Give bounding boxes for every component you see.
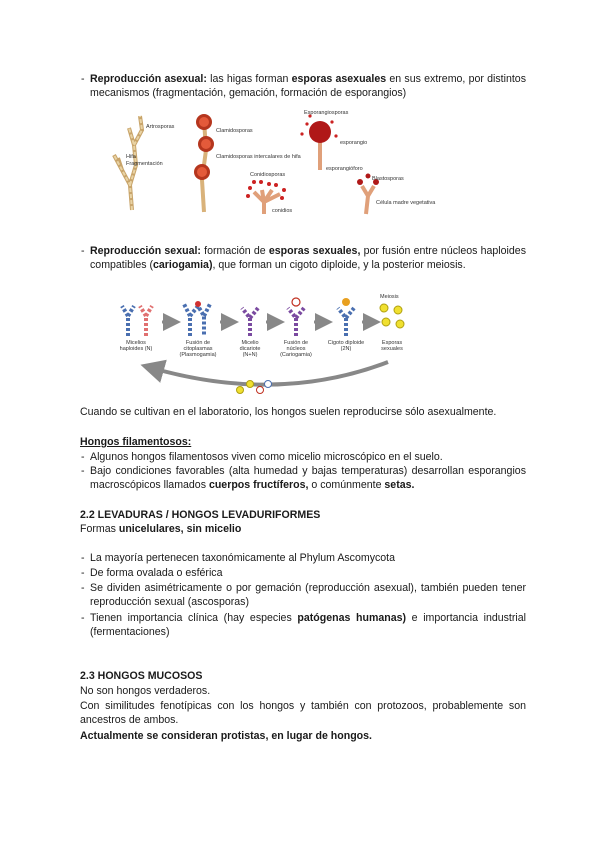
artrosporas-illustration [114,116,175,210]
filamentosos-item-2 [81,464,526,492]
label-clamidosporas: Clamidosporas [216,128,253,134]
stage6-line2: sexuales [381,346,403,352]
stage2-line2: citoplasmas [183,346,213,352]
stage1-line2: haploides (N) [119,346,153,352]
bullet-dash: - [81,582,85,594]
bullet-dash: - [81,612,85,624]
list-item-repro-sexual [81,244,526,272]
label-conidios: conidios [272,208,293,214]
filamentosos-item-1 [81,450,526,464]
stage4-line2: núcleos [286,346,306,352]
levaduras-item-2 [81,566,526,580]
text: Algunos hongos filamentosos viven como micelio microscópico en el suelo. [90,451,443,463]
repro-sexual-label: Reproducción sexual: [90,245,201,257]
stage3-line3: (N+N) [242,352,258,358]
label-artrosporas: Artrosporas [146,124,175,130]
stage4-line1: Fusión de [283,340,309,346]
stage1-line1: Micelios [126,340,146,346]
stage3-line2: dicariote [239,346,261,352]
laboratorio-paragraph: Cuando se cultivan en el laboratorio, los hongos suelen reproducirse sólo asexualmente. [80,406,497,418]
label-hifa: Hifa [126,154,136,160]
text: Formas [80,523,119,535]
bold-text: setas. [384,479,415,491]
text: La mayoría pertenecen taxonómicamente al Phylum Ascomycota [90,552,396,564]
text: o comúnmente [308,479,385,491]
label-esporangio: esporangio [340,140,368,146]
bullet-dash: - [81,451,85,463]
text: Se dividen asimétricamente o por gemación (reproducción asexual), también pueden tener reproducción sexual (ascosporas) [90,582,526,608]
bullet-dash: - [81,552,85,564]
text: Tienen importancia clínica (hay especies [90,612,298,624]
mucosos-line-1: No son hongos verdaderos. [80,685,211,697]
bold-text: cuerpos fructíferos, [208,479,309,491]
mucosos-line-2: Con similitudes fenotípicas con los hongos y también con protozoos, probablemente son ancestros de ambos. [80,700,526,726]
label-meiosis: Meiosis [380,294,399,300]
bold-text: esporas asexuales [291,73,387,85]
text: en sus extremo, por distintos mecanismos (fragmentación, gemación, formación de esporangios) [90,73,526,99]
stage-plasmogamia [180,301,217,358]
mucosos-heading: 2.3 HONGOS MUCOSOS [80,670,203,682]
text: formación de [200,245,269,257]
label-conidiosporas: Conidiosporas [250,172,286,178]
bold-text: cariogamia) [153,259,213,271]
levaduras-item-4 [81,611,526,639]
mucosos-line-3: Actualmente se consideran protistas, en lugar de hongos. [80,730,372,742]
bullet-dash: - [81,245,85,257]
bold-text: esporas sexuales, [268,245,361,257]
label-esporangioforo: esporangióforo [326,166,363,172]
levaduras-item-3 [81,581,526,609]
stage5-line1: Cigoto diploide [327,340,365,346]
blastosporas-illustration [357,174,436,215]
stage2-line3: (Plasmogamia) [179,352,217,358]
label-fragmentos: Fragmentación [126,161,163,167]
bullet-dash: - [81,567,85,579]
list-item-repro-asexual [81,72,526,100]
stage6-line1: Esporas [381,340,403,346]
filamentosos-heading: Hongos filamentosos: [80,436,192,448]
levaduras-heading: 2.2 LEVADURAS / HONGOS LEVADURIFORMES [80,509,321,521]
bullet-dash: - [81,465,85,477]
levaduras-subtitle [80,522,241,536]
text: por fusión entre núcleos haploides compatibles ( [90,245,526,271]
stage-dicariote [240,308,261,358]
bold-text: unicelulares, sin micelio [118,523,242,535]
stage-cigoto-diploide [328,298,364,352]
text: , que forman un cigoto diploide, y la posterior meiosis. [212,259,466,271]
label-clamido-sub: Clamidosporas intercalares de hifa [216,154,301,160]
levaduras-item-1 [81,551,526,565]
text: De forma ovalada o esférica [90,567,223,579]
label-celula-madre: Célula madre vegetativa [376,200,436,206]
stage-cariogamia [280,298,312,358]
stage2-line1: Fusión de [185,340,211,346]
text: Bajo condiciones favorables (alta humedad y bajas temperaturas) desarrollan esporangios macroscópicos llamados [90,465,526,491]
asexual-spores-figure [104,110,436,215]
label-blastosporas: Blastosporas [372,176,404,182]
esporangiosporas-illustration [300,110,367,172]
conidiosporas-illustration [246,172,292,214]
repro-asexual-label: Reproducción asexual: [90,73,207,85]
stage-esporas-sexuales [380,294,404,352]
stage5-line2: (2N) [340,346,352,352]
bold-text: patógenas humanas) [297,612,407,624]
stage-micelios-haploides [120,306,153,352]
text: e importancia industrial (fermentaciones) [90,612,526,638]
bullet-dash: - [81,73,85,85]
sexual-cycle-figure [108,292,418,402]
text: las higas forman [206,73,292,85]
stage3-line1: Micelio [241,340,259,346]
label-esporangiosporas: Esporangiosporas [304,110,349,116]
stage4-line3: (Cariogamia) [280,352,312,358]
